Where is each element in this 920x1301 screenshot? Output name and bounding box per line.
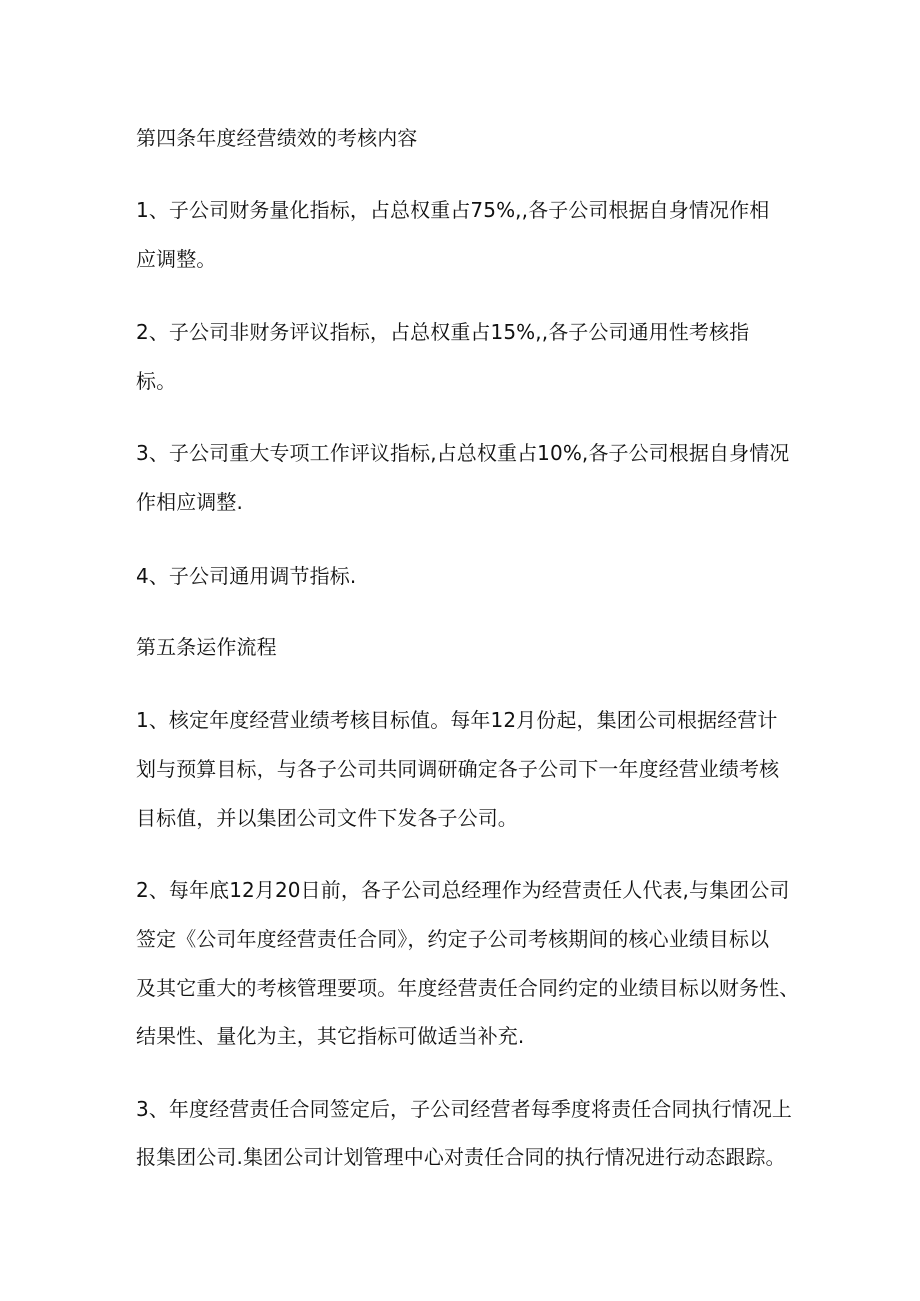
paragraph-line: 签定《公司年度经营责任合同》，约定子公司考核期间的核心业绩目标以: [136, 927, 770, 951]
paragraph-line: 2、子公司非财务评议指标，占总权重占15%,,各子公司通用性考核指: [136, 320, 750, 344]
paragraph-line: 2、每年底12月20日前，各子公司总经理作为经营责任人代表,与集团公司: [136, 878, 790, 902]
paragraph-line: 3、年度经营责任合同签定后，子公司经营者每季度将责任合同执行情况上: [136, 1097, 793, 1121]
paragraph-line: 应调整。: [136, 247, 217, 271]
paragraph-line: 4、子公司通用调节指标.: [136, 564, 357, 588]
paragraph-line: 目标值，并以集团公司文件下发各子公司。: [136, 806, 518, 830]
paragraph-line: 划与预算目标，与各子公司共同调研确定各子公司下一年度经营业绩考核: [136, 757, 780, 781]
section-heading-article-5: 第五条运作流程: [136, 635, 277, 659]
paragraph-line: 结果性、量化为主，其它指标可做适当补充.: [136, 1024, 525, 1048]
paragraph-line: 及其它重大的考核管理要项。年度经营责任合同约定的业绩目标以财务性、: [136, 976, 800, 1000]
paragraph-line: 1、核定年度经营业绩考核目标值。每年12月份起，集团公司根据经营计: [136, 708, 778, 732]
paragraph-line: 报集团公司.集团公司计划管理中心对责任合同的执行情况进行动态跟踪。: [136, 1145, 786, 1169]
paragraph-line: 1、子公司财务量化指标，占总权重占75%,,各子公司根据自身情况作相: [136, 198, 770, 222]
paragraph-line: 作相应调整.: [136, 490, 243, 514]
section-heading-article-4: 第四条年度经营绩效的考核内容: [136, 126, 418, 150]
paragraph-line: 3、子公司重大专项工作评议指标,占总权重占10%,各子公司根据自身情况: [136, 441, 790, 465]
paragraph-line: 标。: [136, 369, 177, 393]
